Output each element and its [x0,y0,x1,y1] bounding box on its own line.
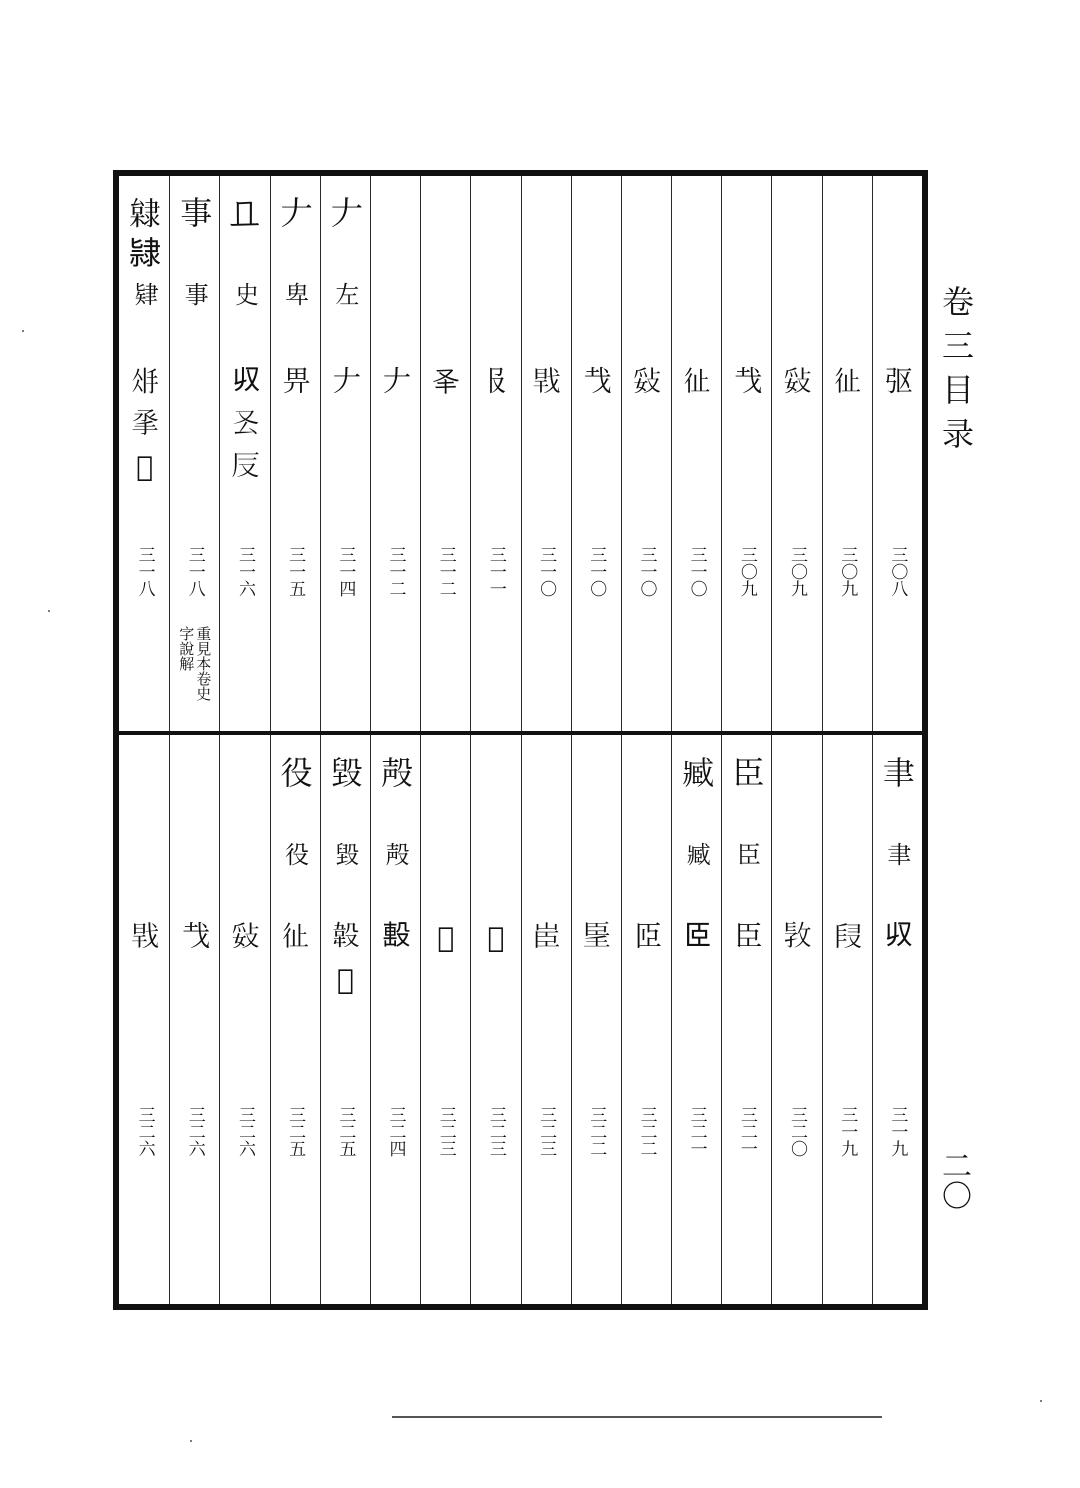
entry-page-number: 三一九 [887,1106,908,1157]
bronze-forms: 𢼻 [629,366,663,408]
bronze-forms: 𠬞𠬟𠬡 [228,366,262,492]
entry-page-number: 三一八 [184,546,205,597]
entry-page-number: 三二六 [184,1106,205,1157]
seal-character: 臧 [677,756,716,798]
catalog-entry [420,756,470,1296]
entry-page-number: 三二三 [485,1106,506,1157]
catalog-entry [521,756,571,1296]
catalog-entry [521,196,571,726]
catalog-entry [420,196,470,726]
modern-character: 史 [230,282,259,306]
bronze-forms: 𦣡 [479,921,513,968]
catalog-entry [270,756,320,1296]
scan-speck [48,610,50,612]
entry-page-number: 三一四 [335,546,356,597]
seal-character: 事 [175,196,214,238]
bronze-forms: 𣪡𣪢 [328,921,362,1010]
catalog-entry [119,756,169,1296]
entry-page-number: 三一五 [285,546,306,597]
catalog-entry [872,196,922,726]
catalog-entry [571,196,621,726]
entry-page-number: 三二一 [736,1106,757,1157]
catalog-entry [320,196,370,726]
bronze-forms: 𢦏 [579,366,613,408]
modern-character: 臧 [682,842,711,866]
bronze-forms: 𢦏 [178,921,212,963]
seal-character: 𠀃 [225,196,264,238]
bronze-forms: 𫸩 [880,366,914,408]
bronze-forms: 𠭊 [830,921,864,963]
entry-page-number: 三一九 [837,1106,858,1157]
catalog-entry [470,196,520,726]
bronze-forms: 𦣠 [579,921,613,963]
page-number: 二〇 [936,1150,971,1210]
bronze-forms: 𢼻 [780,366,814,408]
seal-character: 殸 [376,756,415,798]
modern-character: 肄 [130,282,159,306]
catalog-entry [320,756,370,1296]
entry-page-number: 三一〇 [536,546,557,597]
bronze-forms: 𠂇 [379,366,413,408]
catalog-entry [370,196,420,726]
bronze-forms: 𠬤 [429,366,463,408]
bronze-forms: 𢓊 [278,921,312,963]
entry-page-number: 三一二 [385,546,406,597]
entry-page-number: 三二三 [435,1106,456,1157]
entry-page-number: 三二六 [134,1106,155,1157]
catalog-entry [169,196,219,726]
entry-page-number: 三二一 [686,1106,707,1157]
entry-page-number: 三一二 [435,546,456,597]
entry-page-number: 三二五 [285,1106,306,1157]
bronze-forms: 𠬞 [880,921,914,963]
modern-character: 聿 [882,842,911,866]
bronze-forms: 𠂇 [328,366,362,408]
entry-page-number: 三一六 [234,546,255,597]
catalog-entry [370,756,420,1296]
modern-character: 役 [280,842,309,866]
bronze-forms: 𢦏 [730,366,764,408]
catalog-entry [219,756,269,1296]
catalog-entry [621,756,671,1296]
catalog-frame [113,170,928,1310]
entry-page-number: 三一〇 [586,546,607,597]
modern-character: 臣 [732,842,761,866]
entry-page-number: 三一一 [485,546,506,597]
seal-character: 役 [275,756,314,798]
bronze-forms: 𢧀 [529,366,563,408]
scan-speck [190,1440,192,1442]
bronze-forms: 𢓊 [830,366,864,408]
seal-character: 𠂇 [325,196,364,238]
catalog-entry [219,196,269,726]
catalog-entry [470,756,520,1296]
catalog-entry [822,756,872,1296]
catalog-entry [872,756,922,1296]
bronze-forms: 𢼸 [429,921,463,968]
bronze-forms: 𦣝 [629,921,663,963]
scan-speck [1040,1400,1042,1402]
bronze-forms: 臣 [730,921,764,963]
entry-page-number: 三二二 [586,1106,607,1157]
bronze-forms: 𢧀 [128,921,162,963]
entry-page-number: 三〇九 [736,546,757,597]
seal-character: 臣 [727,756,766,798]
modern-character: 左 [330,282,359,306]
entry-page-number: 三一八 [134,546,155,597]
bronze-forms: 𢼪 [780,921,814,963]
catalog-entry [119,196,169,726]
bronze-forms: 𢓊 [680,366,714,408]
register-divider [119,731,922,735]
bronze-forms: 𣪠 [379,921,413,963]
catalog-entry [822,196,872,726]
catalog-entry [771,756,821,1296]
catalog-entry [270,196,320,726]
catalog-entry [671,756,721,1296]
seal-character: 𠂇 [275,196,314,238]
catalog-entry [571,756,621,1296]
bronze-forms: 𢪽𢪻𢪹 [128,366,162,497]
bronze-forms: 𠬝 [479,366,513,408]
modern-character: 殸 [381,842,410,866]
entry-page-number: 三一〇 [686,546,707,597]
modern-character: 毀 [330,842,359,866]
entry-note-line: 字說解 [177,626,196,671]
entry-page-number: 三二六 [234,1106,255,1157]
entry-note-line: 重見本卷史 [194,626,213,701]
seal-character: 聿 [877,756,916,798]
catalog-entry [621,196,671,726]
entry-page-number: 三二五 [335,1106,356,1157]
entry-page-number: 三一〇 [636,546,657,597]
bronze-forms: 𢼻 [228,921,262,963]
catalog-entry [721,196,771,726]
bronze-forms: 𦣞 [680,921,714,963]
scan-speck [22,330,24,332]
entry-page-number: 三〇八 [887,546,908,597]
entry-page-number: 三二〇 [787,1106,808,1157]
entry-note [177,626,213,736]
catalog-entry [671,196,721,726]
seal-character: 𨽿𨽻 [125,196,164,280]
modern-character: 卑 [280,282,309,306]
bronze-forms: 𦣟 [529,921,563,963]
entry-page-number: 三二三 [536,1106,557,1157]
entry-page-number: 三二二 [636,1106,657,1157]
catalog-entry [169,756,219,1296]
catalog-entry [721,756,771,1296]
seal-character: 毀 [325,756,364,798]
catalog-entry [771,196,821,726]
entry-page-number: 三〇九 [837,546,858,597]
side-title: 卷三目录 [937,285,975,461]
bronze-forms: 畀 [278,366,312,408]
scan-artifact-line [392,1416,882,1418]
entry-page-number: 三二四 [385,1106,406,1157]
modern-character: 事 [180,282,209,306]
entry-page-number: 三〇九 [787,546,808,597]
